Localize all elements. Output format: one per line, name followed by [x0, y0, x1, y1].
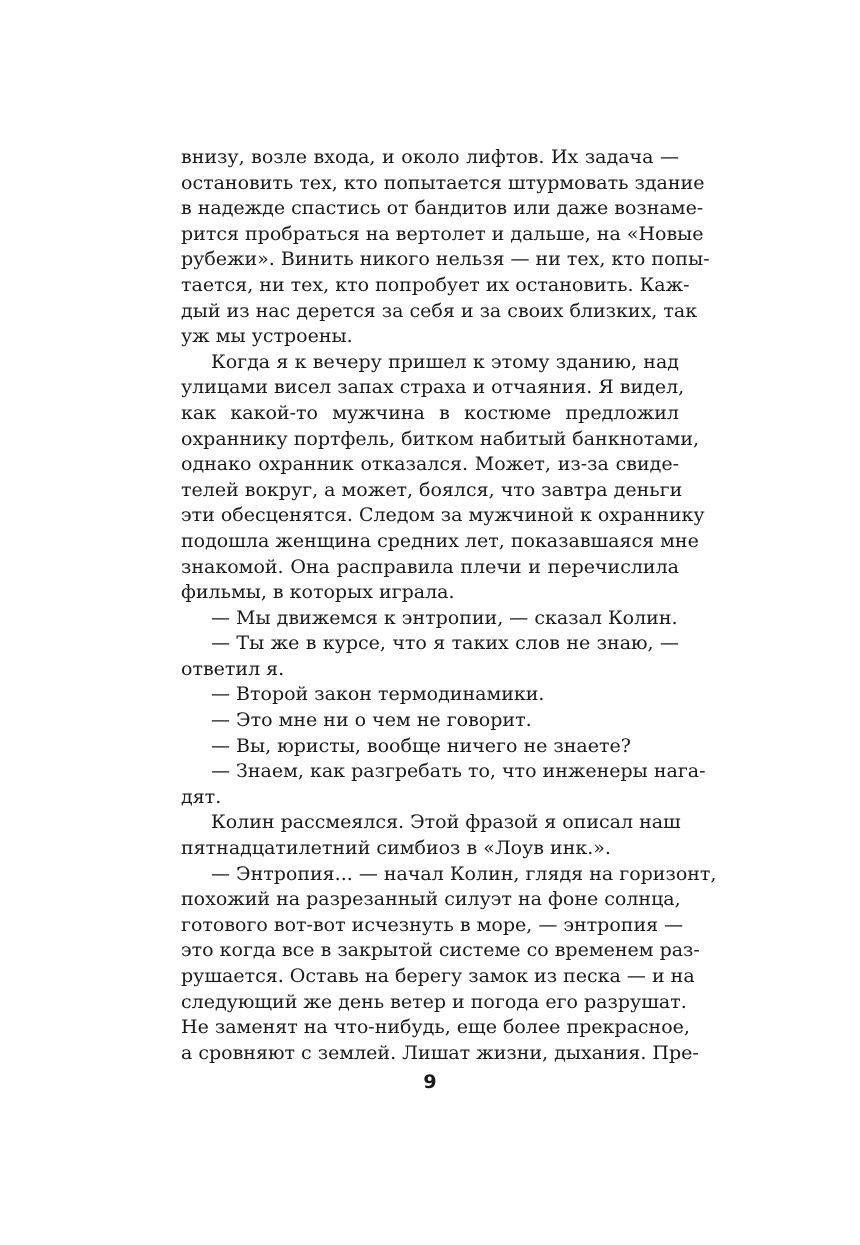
- body-text: [181, 145, 717, 1066]
- text-line: пятнадцатилетний симбиоз в «Лоув инк.».: [181, 837, 611, 860]
- text-line: уж мы устроены.: [181, 325, 353, 348]
- text-line: — Мы движемся к энтропии, — сказал Колин.: [211, 606, 678, 629]
- text-line: Когда я к вечеру пришел к этому зданию, над: [211, 350, 679, 373]
- text-line: — Второй закон термодинамики.: [211, 683, 545, 706]
- text-line: фильмы, в которых играла.: [181, 581, 455, 604]
- text-line: знакомой. Она расправила плечи и перечислила: [181, 555, 679, 578]
- text-line: рушается. Оставь на берегу замок из песка — и на: [181, 965, 695, 987]
- text-line: следующий же день ветер и погода его разрушат.: [181, 990, 687, 1013]
- text-line: — Вы, юристы, вообще ничего не знаете?: [211, 734, 631, 757]
- text-line: дый из нас дерется за себя и за своих близких, так: [181, 299, 698, 322]
- text-line: Не заменят на что-нибудь, еще более прекрасное,: [181, 1016, 690, 1039]
- text-line: — Знаем, как разгребать то, что инженеры нага-: [211, 760, 706, 783]
- text-line: рится пробраться на вертолет и дальше, на «Новые: [181, 222, 704, 245]
- text-line: эти обесценятся. Следом за мужчиной к охраннику: [181, 504, 705, 527]
- text-line: а сровняют с землей. Лишат жизни, дыхания. Пре-: [181, 1041, 699, 1064]
- text-line: — Энтропия... — начал Колин, глядя на горизонт,: [211, 862, 717, 885]
- text-line: дят.: [181, 785, 222, 808]
- text-line: внизу, возле входа, и около лифтов. Их задача —: [181, 146, 679, 168]
- text-line: улицами висел запах страха и отчаяния. Я видел,: [181, 376, 685, 399]
- text-line: Колин рассмеялся. Этой фразой я описал наш: [211, 811, 681, 834]
- text-line: телей вокруг, а может, боялся, что завтра деньги: [181, 478, 683, 501]
- text-line: тается, ни тех, кто попробует их остановить. Каж-: [181, 273, 690, 296]
- text-line: рубежи». Винить никого нельзя — ни тех, кто попы-: [181, 248, 710, 271]
- text-line: похожий на разрезанный силуэт на фоне солнца,: [181, 888, 681, 911]
- text-line: ответил я.: [181, 657, 285, 680]
- page-number: 9: [423, 1071, 437, 1093]
- text-line: — Это мне ни о чем не говорит.: [211, 709, 532, 732]
- text-line: подошла женщина средних лет, показавшаяся мне: [181, 529, 699, 552]
- text-line: однако охранник отказался. Может, из-за свиде-: [181, 453, 679, 476]
- text-line: готового вот-вот исчезнуть в море, — энтропия —: [181, 913, 684, 936]
- text-line: — Ты же в курсе, что я таких слов не знаю, —: [211, 632, 679, 655]
- text-line: в надежде спастись от бандитов или даже вознаме-: [181, 197, 704, 220]
- text-line: охраннику портфель, битком набитый банкнотами,: [181, 427, 700, 450]
- text-line: это когда все в закрытой системе со временем раз-: [181, 939, 700, 962]
- text-line: как какой-то мужчина в костюме предложил: [181, 401, 679, 424]
- text-line: остановить тех, кто попытается штурмовать здание: [181, 171, 705, 194]
